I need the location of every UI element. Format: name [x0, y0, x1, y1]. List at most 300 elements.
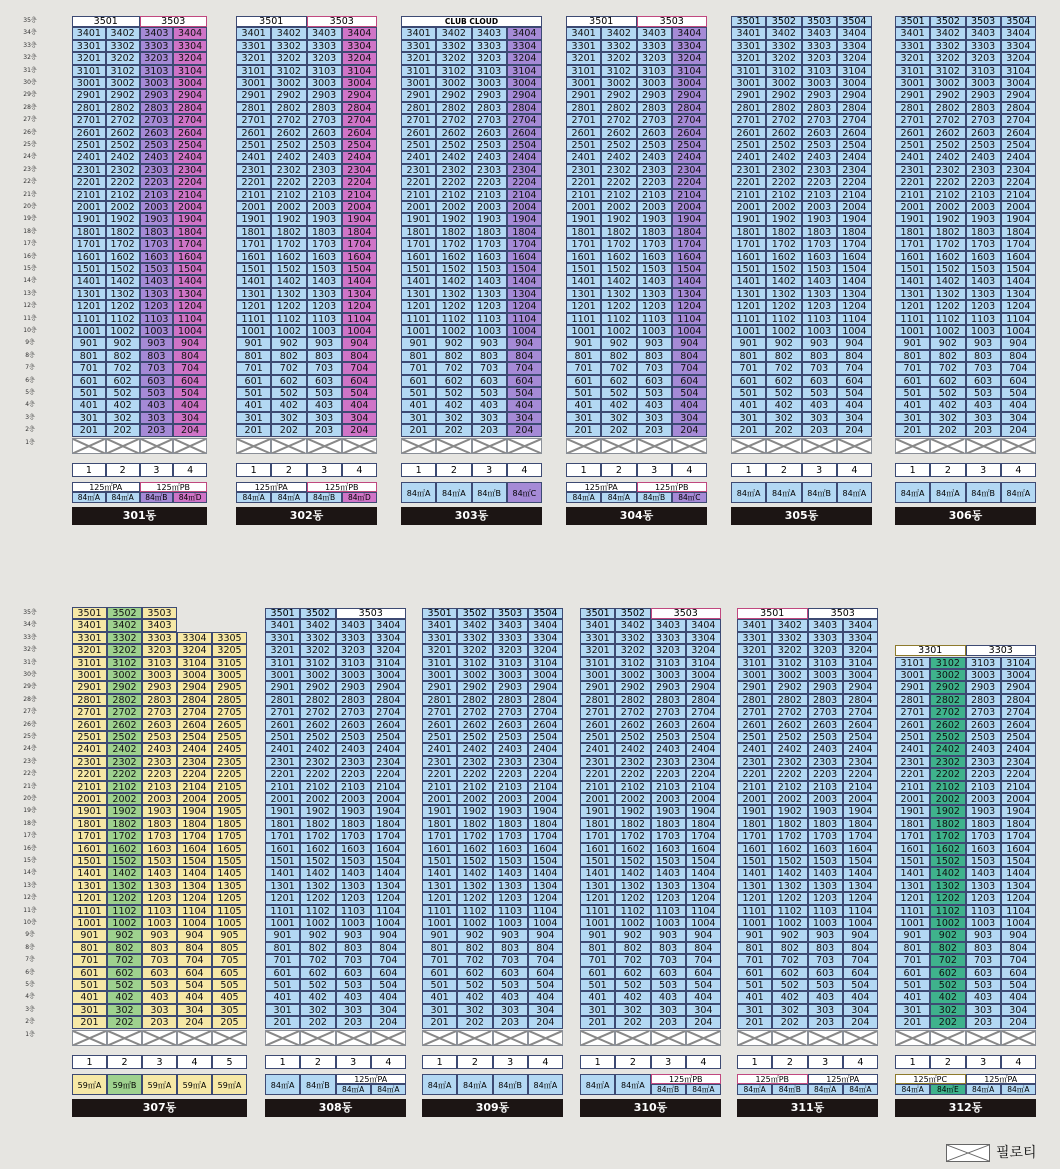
piloti-cell [72, 1030, 107, 1046]
unit-cell: 2201 [236, 176, 271, 188]
unit-cell: 1803 [472, 226, 507, 238]
piloti-x-icon [458, 1031, 491, 1045]
unit-cell: 303 [307, 412, 342, 424]
unit-cell: 2404 [177, 743, 212, 755]
piloti-x-icon [402, 439, 435, 453]
line-number: 3 [966, 463, 1001, 477]
unit-cell: 2103 [802, 189, 837, 201]
unit-cell: 3304 [837, 40, 872, 52]
unit-cell: 2401 [401, 151, 436, 163]
unit-cell: 3201 [895, 52, 930, 64]
unit-cell: 3402 [601, 27, 636, 39]
unit-cell: 2504 [1001, 139, 1036, 151]
unit-cell: 3001 [72, 669, 107, 681]
unit-cell: 1102 [106, 313, 140, 325]
unit-cell: 1003 [307, 325, 342, 337]
unit-cell: 2201 [895, 768, 930, 780]
unit-cell: 2303 [307, 164, 342, 176]
unit-cell: 2202 [300, 768, 335, 780]
unit-cell: 501 [401, 387, 436, 399]
unit-cell: 1704 [686, 830, 721, 842]
unit-cell: 3204 [837, 52, 872, 64]
unit-cell: 1402 [457, 867, 492, 879]
unit-cell: 2804 [528, 694, 563, 706]
unit-cell: 3001 [737, 669, 772, 681]
unit-cell: 2804 [1001, 102, 1036, 114]
top-floor-unit: 3501 [265, 608, 300, 619]
unit-cell: 2403 [651, 743, 686, 755]
unit-cell: 1302 [772, 880, 807, 892]
piloti-cell [615, 1030, 650, 1046]
piloti-x-icon [343, 439, 376, 453]
unit-cell: 3203 [808, 644, 843, 656]
piloti-cell [895, 1030, 930, 1046]
floor-label: 32층 [23, 646, 37, 654]
unit-cell: 2504 [837, 139, 872, 151]
unit-cell: 1303 [493, 880, 528, 892]
unit-cell: 3103 [808, 657, 843, 669]
unit-cell: 2402 [766, 151, 801, 163]
unit-cell: 2004 [672, 201, 707, 213]
unit-cell: 3203 [493, 644, 528, 656]
unit-cell: 1104 [507, 313, 542, 325]
piloti-x-icon [473, 439, 506, 453]
unit-cell: 1601 [265, 843, 300, 855]
line-number: 4 [173, 463, 207, 477]
unit-cell: 2504 [507, 139, 542, 151]
unit-cell: 202 [766, 424, 801, 436]
unit-cell: 503 [802, 387, 837, 399]
unit-cell: 1301 [265, 880, 300, 892]
unit-cell: 503 [307, 387, 342, 399]
unit-cell: 501 [737, 979, 772, 991]
unit-cell: 3201 [737, 644, 772, 656]
unit-cell: 2202 [106, 176, 140, 188]
unit-cell: 1104 [1001, 905, 1036, 917]
unit-cell: 1902 [930, 213, 965, 225]
unit-cell: 1201 [265, 892, 300, 904]
unit-cell: 801 [895, 942, 930, 954]
unit-cell: 1604 [173, 251, 207, 263]
unit-cell: 1703 [802, 238, 837, 250]
piloti-x-icon [372, 1031, 405, 1045]
unit-cell: 1101 [236, 313, 271, 325]
unit-cell: 1004 [1001, 325, 1036, 337]
unit-cell: 3102 [300, 657, 335, 669]
top-floor-unit: 3501 [737, 608, 808, 619]
unit-cell: 1903 [140, 213, 174, 225]
unit-cell: 1101 [401, 313, 436, 325]
unit-cell: 804 [371, 942, 406, 954]
unit-cell: 3101 [422, 657, 457, 669]
unit-cell: 201 [737, 1016, 772, 1028]
unit-cell: 201 [72, 1016, 107, 1028]
floor-label: 2층 [25, 426, 35, 434]
top-floor-unit: 3501 [72, 16, 140, 27]
unit-type: 84㎡A [615, 1074, 650, 1095]
floor-label: 17층 [23, 832, 37, 840]
unit-cell: 1204 [177, 892, 212, 904]
unit-cell: 902 [107, 929, 142, 941]
unit-cell: 1804 [371, 818, 406, 830]
unit-cell: 2005 [212, 793, 247, 805]
unit-cell: 1304 [177, 880, 212, 892]
unit-cell: 201 [895, 424, 930, 436]
unit-cell: 3303 [142, 632, 177, 644]
unit-cell: 2603 [651, 719, 686, 731]
line-number: 2 [271, 463, 306, 477]
unit-cell: 1502 [107, 855, 142, 867]
unit-cell: 3202 [601, 52, 636, 64]
unit-type: 59㎡A [142, 1074, 177, 1095]
line-number: 4 [843, 1055, 878, 1069]
line-number: 1 [236, 463, 271, 477]
unit-cell: 903 [336, 929, 371, 941]
unit-cell: 801 [72, 350, 106, 362]
unit-cell: 3202 [436, 52, 471, 64]
unit-cell: 2704 [837, 114, 872, 126]
unit-cell: 801 [401, 350, 436, 362]
unit-cell: 1802 [436, 226, 471, 238]
unit-cell: 3105 [212, 657, 247, 669]
unit-cell: 1402 [930, 275, 965, 287]
floor-label: 15층 [23, 265, 37, 272]
unit-cell: 1801 [580, 818, 615, 830]
piloti-x-icon [337, 1031, 370, 1045]
unit-cell: 1301 [401, 288, 436, 300]
unit-cell: 1903 [336, 805, 371, 817]
unit-cell: 2502 [930, 139, 965, 151]
unit-cell: 2001 [265, 793, 300, 805]
unit-cell: 2903 [966, 89, 1001, 101]
unit-cell: 601 [580, 967, 615, 979]
unit-cell: 1503 [966, 855, 1001, 867]
unit-cell: 2601 [737, 719, 772, 731]
unit-cell: 2203 [808, 768, 843, 780]
unit-cell: 3304 [686, 632, 721, 644]
unit-cell: 204 [686, 1016, 721, 1028]
unit-cell: 803 [802, 350, 837, 362]
unit-cell: 2301 [895, 756, 930, 768]
unit-cell: 903 [140, 337, 174, 349]
unit-cell: 802 [615, 942, 650, 954]
unit-cell: 2102 [106, 189, 140, 201]
piloti-cell [307, 438, 342, 454]
unit-cell: 804 [837, 350, 872, 362]
unit-type: 84㎡A [737, 1084, 772, 1095]
unit-cell: 1603 [802, 251, 837, 263]
unit-cell: 801 [265, 942, 300, 954]
unit-cell: 1903 [142, 805, 177, 817]
unit-cell: 1704 [173, 238, 207, 250]
unit-cell: 1103 [808, 905, 843, 917]
unit-cell: 3301 [236, 40, 271, 52]
unit-cell: 1901 [731, 213, 766, 225]
unit-cell: 2102 [436, 189, 471, 201]
unit-cell: 2501 [401, 139, 436, 151]
unit-cell: 1701 [265, 830, 300, 842]
unit-cell: 2804 [342, 102, 377, 114]
unit-cell: 1501 [895, 855, 930, 867]
unit-cell: 1701 [401, 238, 436, 250]
unit-cell: 903 [637, 337, 672, 349]
unit-cell: 1401 [401, 275, 436, 287]
building-name: 302동 [236, 507, 377, 525]
unit-cell: 2702 [436, 114, 471, 126]
unit-cell: 2503 [966, 139, 1001, 151]
unit-cell: 1603 [307, 251, 342, 263]
unit-cell: 2404 [837, 151, 872, 163]
piloti-cell [772, 1030, 807, 1046]
unit-cell: 2604 [342, 127, 377, 139]
unit-cell: 702 [601, 362, 636, 374]
unit-cell: 1701 [731, 238, 766, 250]
unit-cell: 404 [837, 399, 872, 411]
unit-cell: 2201 [580, 768, 615, 780]
unit-cell: 303 [493, 1004, 528, 1016]
unit-cell: 1202 [766, 300, 801, 312]
unit-cell: 2201 [265, 768, 300, 780]
unit-cell: 2601 [731, 127, 766, 139]
unit-cell: 1804 [507, 226, 542, 238]
unit-cell: 604 [173, 375, 207, 387]
unit-cell: 1301 [566, 288, 601, 300]
unit-cell: 1101 [72, 313, 106, 325]
unit-cell: 2204 [507, 176, 542, 188]
unit-cell: 3303 [307, 40, 342, 52]
unit-cell: 1401 [731, 275, 766, 287]
unit-cell: 203 [966, 424, 1001, 436]
unit-cell: 3403 [336, 619, 371, 631]
unit-cell: 501 [236, 387, 271, 399]
unit-cell: 1501 [737, 855, 772, 867]
unit-cell: 804 [342, 350, 377, 362]
unit-cell: 701 [72, 362, 106, 374]
unit-cell: 2603 [802, 127, 837, 139]
unit-cell: 3404 [1001, 27, 1036, 39]
unit-cell: 1901 [737, 805, 772, 817]
piloti-x-icon [529, 1031, 562, 1045]
unit-cell: 2303 [493, 756, 528, 768]
unit-cell: 2203 [637, 176, 672, 188]
unit-cell: 3203 [651, 644, 686, 656]
unit-cell: 3104 [837, 65, 872, 77]
unit-cell: 1701 [72, 238, 106, 250]
piloti-cell [930, 1030, 965, 1046]
unit-cell: 2502 [436, 139, 471, 151]
unit-cell: 803 [307, 350, 342, 362]
unit-cell: 3402 [300, 619, 335, 631]
unit-cell: 1003 [336, 917, 371, 929]
unit-cell: 2002 [106, 201, 140, 213]
unit-cell: 1402 [106, 275, 140, 287]
unit-cell: 803 [637, 350, 672, 362]
unit-cell: 1205 [212, 892, 247, 904]
unit-cell: 2701 [422, 706, 457, 718]
unit-cell: 2102 [271, 189, 306, 201]
unit-cell: 1101 [731, 313, 766, 325]
unit-cell: 402 [457, 991, 492, 1003]
top-floor-unit: 3501 [895, 16, 930, 27]
unit-cell: 903 [142, 929, 177, 941]
unit-cell: 501 [731, 387, 766, 399]
unit-cell: 304 [342, 412, 377, 424]
unit-cell: 1901 [401, 213, 436, 225]
unit-cell: 3204 [1001, 52, 1036, 64]
unit-cell: 1402 [615, 867, 650, 879]
unit-cell: 1303 [140, 288, 174, 300]
unit-cell: 1604 [371, 843, 406, 855]
unit-cell: 2001 [731, 201, 766, 213]
unit-cell: 1503 [472, 263, 507, 275]
unit-cell: 603 [140, 375, 174, 387]
unit-cell: 2101 [895, 781, 930, 793]
unit-cell: 3301 [72, 40, 106, 52]
unit-cell: 3103 [472, 65, 507, 77]
unit-cell: 1603 [808, 843, 843, 855]
unit-cell: 2302 [271, 164, 306, 176]
floor-label: 13층 [23, 881, 37, 889]
unit-cell: 2205 [212, 768, 247, 780]
unit-cell: 1101 [566, 313, 601, 325]
unit-cell: 904 [507, 337, 542, 349]
unit-cell: 701 [72, 954, 107, 966]
unit-cell: 301 [731, 412, 766, 424]
unit-cell: 1703 [336, 830, 371, 842]
unit-cell: 504 [837, 387, 872, 399]
unit-cell: 1104 [837, 313, 872, 325]
unit-cell: 404 [177, 991, 212, 1003]
unit-cell: 304 [1001, 412, 1036, 424]
unit-type: 84㎡A [401, 482, 436, 503]
unit-type: 84㎡B [637, 492, 672, 503]
unit-cell: 3004 [1001, 669, 1036, 681]
unit-cell: 2301 [737, 756, 772, 768]
unit-cell: 2902 [271, 89, 306, 101]
unit-type: 84㎡B [651, 1084, 686, 1095]
unit-cell: 1301 [737, 880, 772, 892]
unit-cell: 703 [307, 362, 342, 374]
top-floor-unit: CLUB CLOUD [401, 16, 542, 27]
unit-cell: 501 [72, 979, 107, 991]
unit-cell: 2002 [930, 201, 965, 213]
unit-cell: 3001 [566, 77, 601, 89]
unit-cell: 1401 [72, 867, 107, 879]
unit-cell: 401 [895, 399, 930, 411]
piloti-x-icon [108, 1031, 141, 1045]
unit-cell: 2403 [336, 743, 371, 755]
unit-cell: 1802 [930, 818, 965, 830]
unit-cell: 1303 [307, 288, 342, 300]
unit-cell: 2004 [1001, 793, 1036, 805]
unit-type: 84㎡A [371, 1084, 406, 1095]
unit-cell: 2702 [106, 114, 140, 126]
unit-cell: 2702 [772, 706, 807, 718]
unit-cell: 903 [651, 929, 686, 941]
unit-cell: 2604 [507, 127, 542, 139]
unit-cell: 903 [966, 929, 1001, 941]
unit-cell: 2204 [1001, 176, 1036, 188]
unit-cell: 2101 [895, 189, 930, 201]
piloti-cell [837, 438, 872, 454]
unit-cell: 1704 [837, 238, 872, 250]
unit-cell: 2902 [436, 89, 471, 101]
unit-cell: 1304 [528, 880, 563, 892]
unit-cell: 904 [1001, 929, 1036, 941]
unit-cell: 205 [212, 1016, 247, 1028]
unit-cell: 1302 [300, 880, 335, 892]
unit-type: 84㎡A [837, 482, 872, 503]
unit-cell: 1503 [142, 855, 177, 867]
unit-cell: 1401 [895, 275, 930, 287]
unit-cell: 1101 [895, 313, 930, 325]
piloti-cell [236, 438, 271, 454]
unit-cell: 1201 [895, 300, 930, 312]
unit-cell: 801 [731, 350, 766, 362]
unit-cell: 302 [436, 412, 471, 424]
unit-cell: 1002 [436, 325, 471, 337]
unit-cell: 2202 [615, 768, 650, 780]
unit-cell: 602 [106, 375, 140, 387]
piloti-cell [300, 1030, 335, 1046]
unit-cell: 2302 [107, 756, 142, 768]
unit-cell: 2805 [212, 694, 247, 706]
unit-cell: 3302 [615, 632, 650, 644]
unit-cell: 302 [300, 1004, 335, 1016]
unit-cell: 2504 [371, 731, 406, 743]
unit-cell: 701 [265, 954, 300, 966]
unit-cell: 1104 [843, 905, 878, 917]
unit-cell: 1502 [436, 263, 471, 275]
unit-cell: 404 [173, 399, 207, 411]
unit-cell: 303 [142, 1004, 177, 1016]
floor-label: 5층 [25, 981, 35, 988]
unit-cell: 3102 [772, 657, 807, 669]
unit-cell: 3003 [493, 669, 528, 681]
unit-cell: 3503 [142, 607, 177, 619]
line-number: 3 [307, 463, 342, 477]
piloti-cell [371, 1030, 406, 1046]
unit-cell: 1203 [336, 892, 371, 904]
floor-label: 7층 [25, 956, 35, 964]
unit-cell: 1802 [106, 226, 140, 238]
unit-cell: 3301 [265, 632, 300, 644]
unit-cell: 3204 [177, 644, 212, 656]
unit-cell: 3404 [837, 27, 872, 39]
unit-cell: 1001 [72, 917, 107, 929]
piloti-x-icon [437, 439, 470, 453]
unit-cell: 1501 [422, 855, 457, 867]
unit-cell: 502 [930, 387, 965, 399]
unit-cell: 2503 [140, 139, 174, 151]
unit-cell: 2703 [472, 114, 507, 126]
unit-cell: 2304 [843, 756, 878, 768]
unit-cell: 1701 [580, 830, 615, 842]
unit-cell: 1004 [843, 917, 878, 929]
unit-cell: 2503 [802, 139, 837, 151]
unit-cell: 1404 [173, 275, 207, 287]
unit-cell: 3203 [307, 52, 342, 64]
floor-label: 4층 [25, 993, 35, 1001]
unit-cell: 2001 [422, 793, 457, 805]
unit-cell: 702 [930, 362, 965, 374]
unit-cell: 1104 [686, 905, 721, 917]
top-floor-unit: 3503 [966, 16, 1001, 27]
unit-cell: 2903 [651, 681, 686, 693]
unit-cell: 2402 [930, 151, 965, 163]
unit-cell: 1602 [615, 843, 650, 855]
unit-cell: 1503 [808, 855, 843, 867]
